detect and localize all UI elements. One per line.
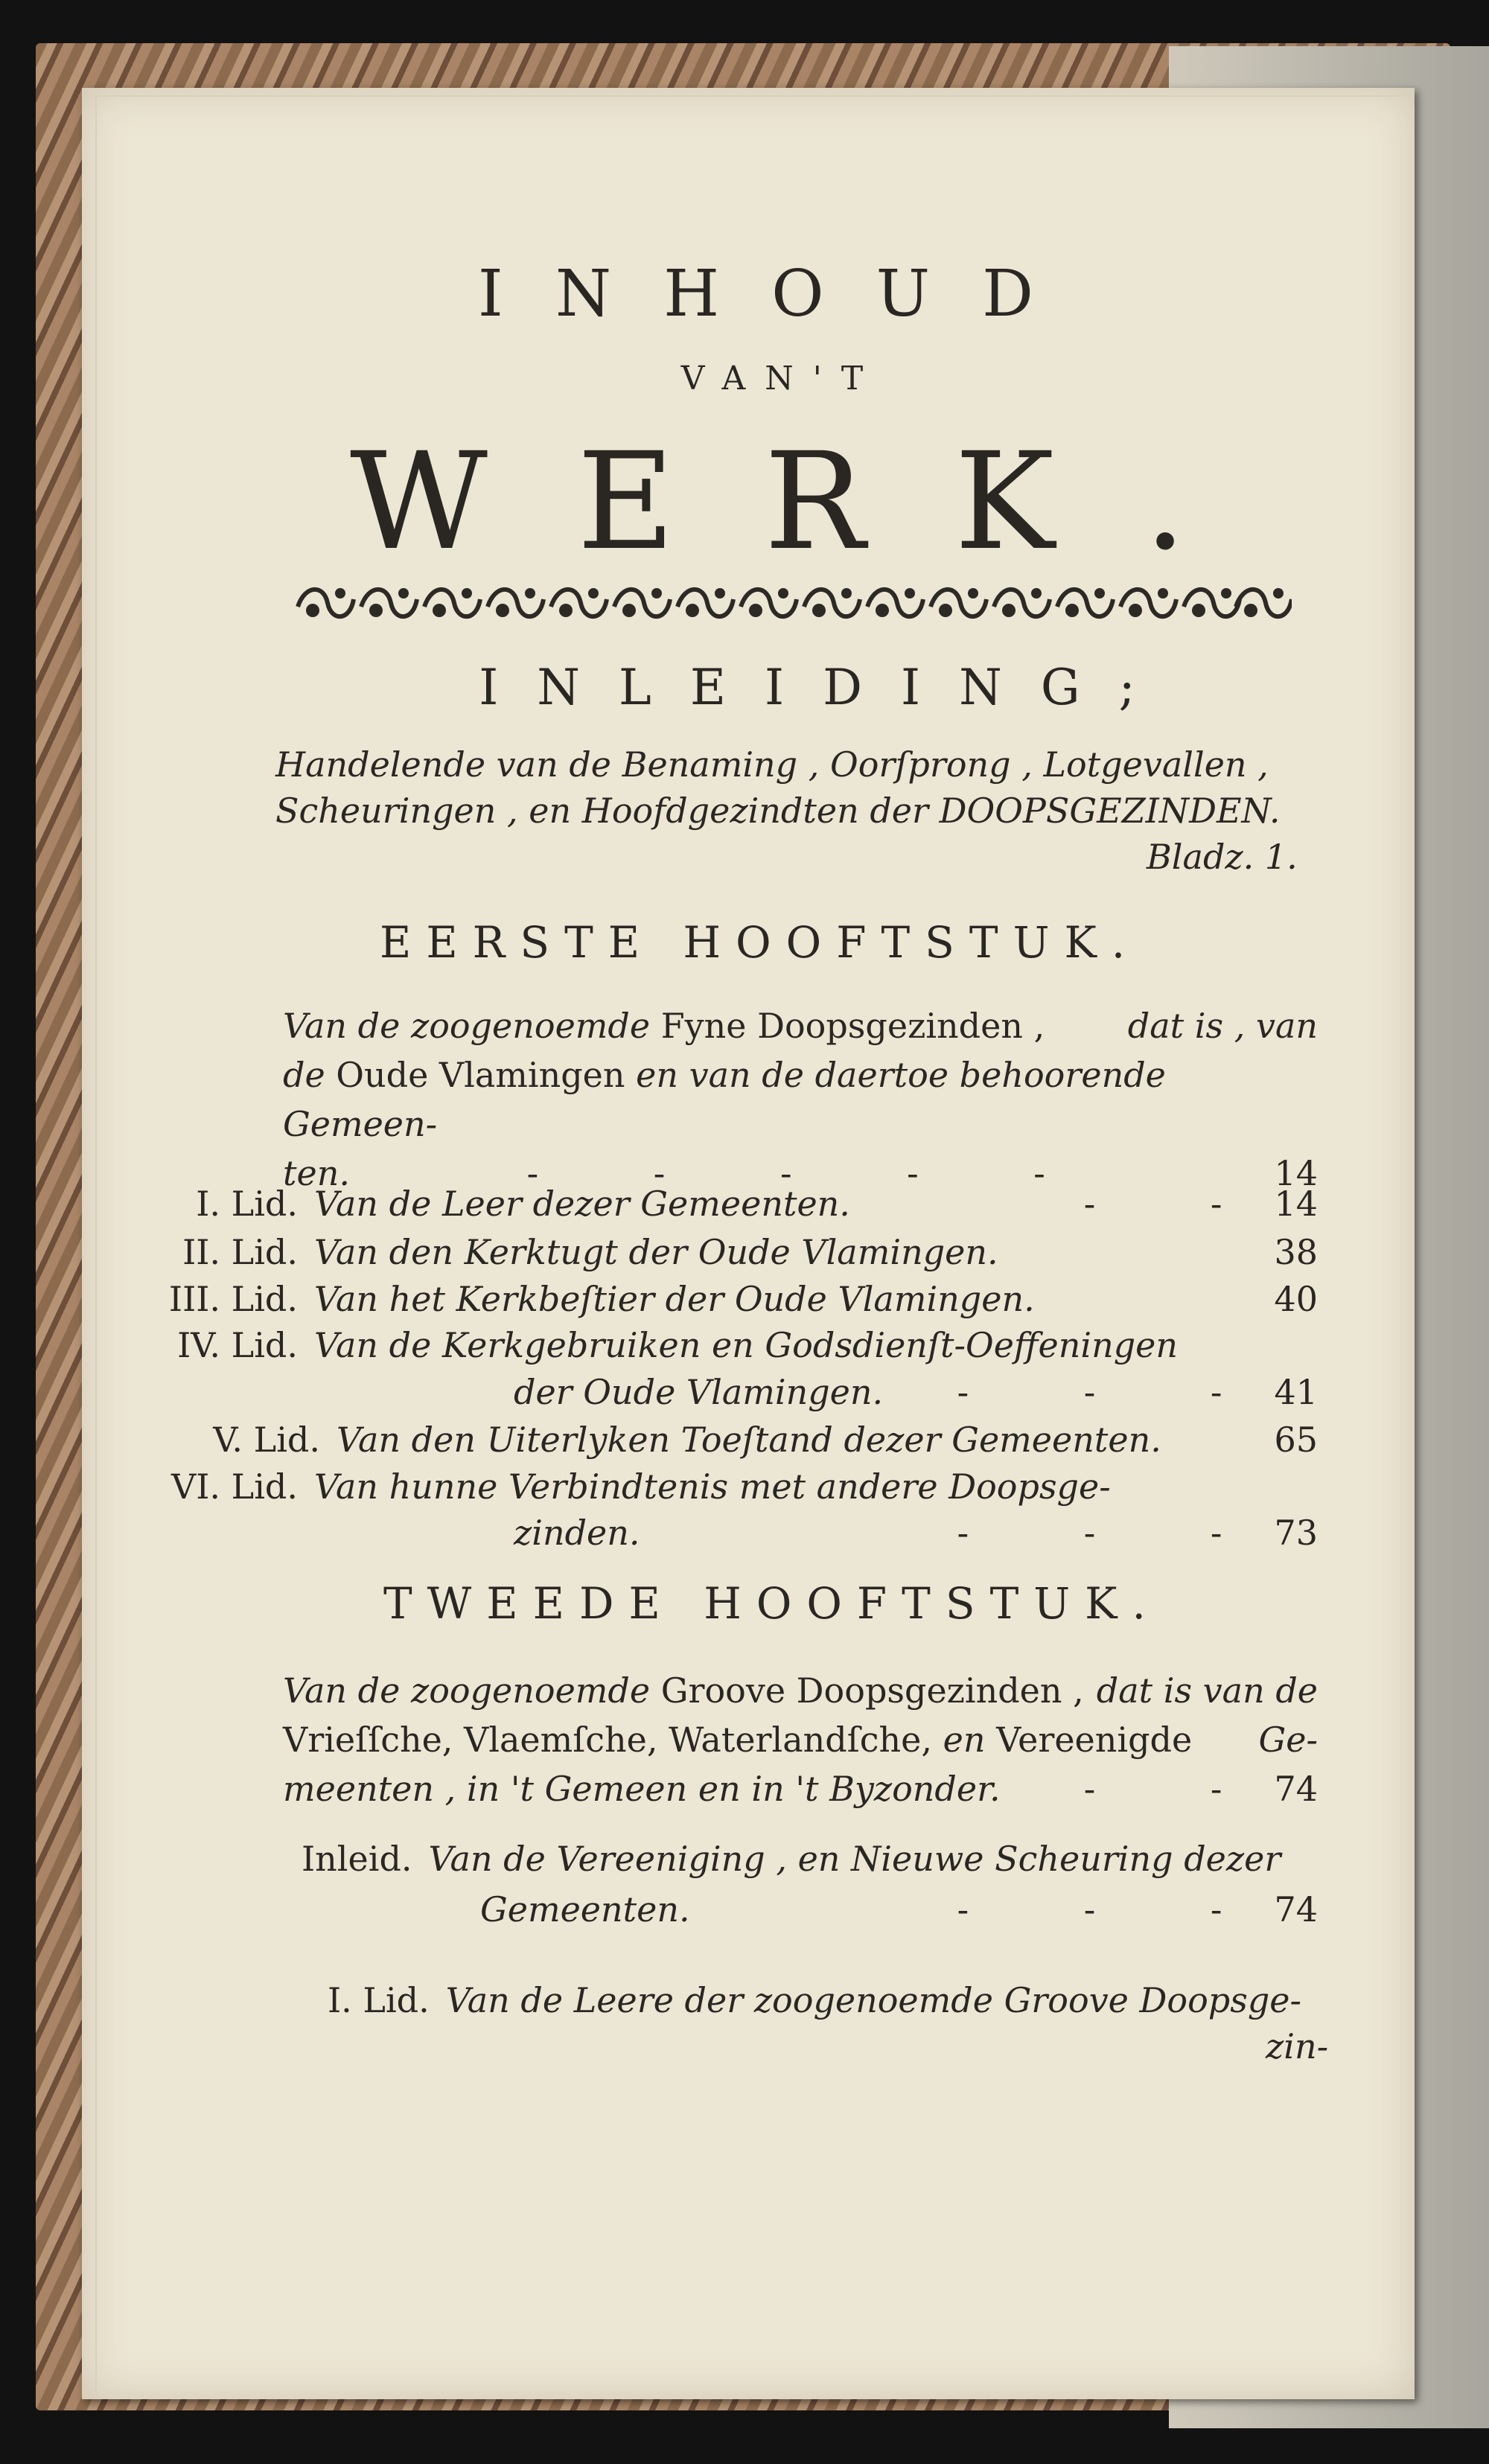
c1-lid-5-num: V. Lid. bbox=[213, 1420, 320, 1460]
c2-lid-1-num: I. Lid. bbox=[328, 1980, 430, 2020]
c1-lid-3-text: Van het Kerkbeſtier der Oude Vlamingen. bbox=[314, 1279, 1035, 1319]
c1-lid-1-text: Van de Leer dezer Gemeenten. bbox=[314, 1184, 850, 1224]
c1-lid-3-page: 40 bbox=[1274, 1279, 1318, 1319]
c1-intro-part1: Van de zoogenoemde bbox=[283, 1006, 651, 1046]
c1-intro-part3: dat is , van bbox=[1127, 1006, 1318, 1046]
c1-lid-3 bbox=[127, 1279, 1318, 1319]
c1-lid-5 bbox=[149, 1420, 1318, 1460]
c1-lid-1-num: I. Lid. bbox=[196, 1184, 298, 1224]
chapter1-intro-line2 bbox=[283, 1050, 1318, 1149]
c2-intro-page: 74 bbox=[1274, 1769, 1318, 1809]
c1-lid-1-page: 14 bbox=[1274, 1184, 1318, 1224]
c1-lid-4-num: IV. Lid. bbox=[177, 1325, 298, 1365]
c2-intro-dashes: - - bbox=[1083, 1769, 1275, 1809]
c1-lid-4-page: 41 bbox=[1274, 1372, 1318, 1412]
c2-intro-l1b: Groove Doopsgezinden , bbox=[650, 1670, 1084, 1711]
inleiding-page-ref: Bladz. 1. bbox=[1147, 837, 1298, 877]
c1-intro-dashes: - - - - - bbox=[526, 1153, 1097, 1193]
c1-lid-4-cont bbox=[514, 1372, 1318, 1412]
chapter2-intro-line1 bbox=[283, 1666, 1318, 1715]
c2-inleid-text2: Gemeenten. bbox=[480, 1889, 690, 1930]
c1-intro-l2c: en van de daertoe behoorende Gemeen- bbox=[283, 1055, 1166, 1144]
c1-lid-2-page: 38 bbox=[1274, 1232, 1318, 1272]
c1-intro-part2: Fyne Doopsgezinden , bbox=[650, 1006, 1045, 1046]
c1-lid-6-text2: zinden. bbox=[514, 1513, 640, 1553]
c1-lid-1 bbox=[127, 1184, 1318, 1224]
title-vant: VAN'T bbox=[680, 360, 883, 398]
inleiding-desc-line1: Handelende van de Benaming , Oorſprong , Lotgevallen , bbox=[275, 744, 1269, 785]
c1-lid-6-num: VI. Lid. bbox=[171, 1466, 298, 1507]
c1-lid-5-page: 65 bbox=[1274, 1420, 1318, 1460]
c1-lid-3-num: III. Lid. bbox=[168, 1279, 298, 1319]
c2-intro-l2: Vrieſſche, Vlaemſche, Waterlandſche, bbox=[283, 1720, 943, 1760]
c1-lid-2 bbox=[127, 1232, 1318, 1272]
chapter1-intro bbox=[283, 1001, 1318, 1198]
chapter2-intro-line2 bbox=[283, 1715, 1318, 1764]
c1-lid-2-text: Van den Kerktugt der Oude Vlamingen. bbox=[314, 1232, 998, 1272]
c2-intro-l3: meenten , in 't Gemeen en in 't Byzonder. bbox=[283, 1769, 1001, 1809]
c2-inleid bbox=[302, 1839, 1318, 1879]
c2-intro-l2c: Vereenigde bbox=[985, 1720, 1193, 1760]
c2-intro-l2b: en bbox=[943, 1720, 986, 1760]
c1-lid-6 bbox=[127, 1466, 1318, 1507]
c1-intro-l2a: de bbox=[283, 1055, 325, 1095]
chapter2-title: TWEEDE HOOFTSTUK. bbox=[383, 1578, 1161, 1629]
c2-inleid-page: 74 bbox=[1274, 1889, 1318, 1930]
inleiding-desc-line2: Scheuringen , en Hoofdgezindten der DOOPSGEZINDEN. bbox=[275, 791, 1281, 831]
c1-lid-5-text: Van den Uiterlyken Toeſtand dezer Gemeenten. bbox=[337, 1420, 1161, 1460]
c1-intro-page: 14 bbox=[1274, 1153, 1318, 1193]
c1-lid-6-text: Van hunne Verbindtenis met andere Doopsge- bbox=[314, 1466, 1111, 1507]
c2-intro-l1c: dat is van de bbox=[1096, 1670, 1318, 1711]
chapter1-title: EERSTE HOOFTSTUK. bbox=[380, 917, 1141, 968]
c1-lid-1-dashes: - - bbox=[1083, 1184, 1275, 1224]
title-inhoud: INHOUD bbox=[477, 257, 1086, 331]
section-inleiding-title: INLEIDING; bbox=[479, 659, 1174, 716]
c1-lid-6-page: 73 bbox=[1274, 1513, 1318, 1553]
c2-lid-1 bbox=[328, 1980, 1318, 2020]
c1-lid-4-text2: der Oude Vlamingen. bbox=[514, 1372, 884, 1412]
c2-inleid-cont bbox=[480, 1889, 1318, 1930]
c1-lid-6-cont bbox=[514, 1513, 1318, 1553]
c2-inleid-num: Inleid. bbox=[302, 1839, 412, 1879]
c1-lid-4-text: Van de Kerkgebruiken en Godsdienſt-Oeffeningen bbox=[314, 1325, 1178, 1365]
c2-intro-l1a: Van de zoogenoemde bbox=[283, 1670, 651, 1711]
c2-inleid-dashes: - - - bbox=[957, 1889, 1275, 1930]
c1-lid-4 bbox=[127, 1325, 1318, 1365]
catchword: zin- bbox=[1266, 2026, 1329, 2066]
ornament-border bbox=[294, 577, 1292, 629]
c1-lid-2-num: II. Lid. bbox=[182, 1232, 298, 1272]
c1-lid-6-dashes: - - - bbox=[957, 1513, 1275, 1553]
c2-lid-1-text: Van de Leere der zoogenoemde Groove Doopsge- bbox=[445, 1980, 1302, 2020]
chapter2-intro bbox=[283, 1666, 1318, 1813]
chapter2-intro-line3 bbox=[283, 1764, 1318, 1813]
c1-lid-4-dashes: - - - bbox=[957, 1372, 1275, 1412]
c1-intro-l3: ten. bbox=[283, 1153, 350, 1193]
c1-intro-l2b: Oude Vlamingen bbox=[325, 1055, 637, 1095]
c2-intro-l2d: Ge- bbox=[1258, 1720, 1318, 1760]
c2-inleid-text: Van de Vereeniging , en Nieuwe Scheuring dezer bbox=[428, 1839, 1281, 1879]
title-werk: WERK. bbox=[350, 424, 1276, 580]
chapter1-intro-line1 bbox=[283, 1001, 1318, 1050]
